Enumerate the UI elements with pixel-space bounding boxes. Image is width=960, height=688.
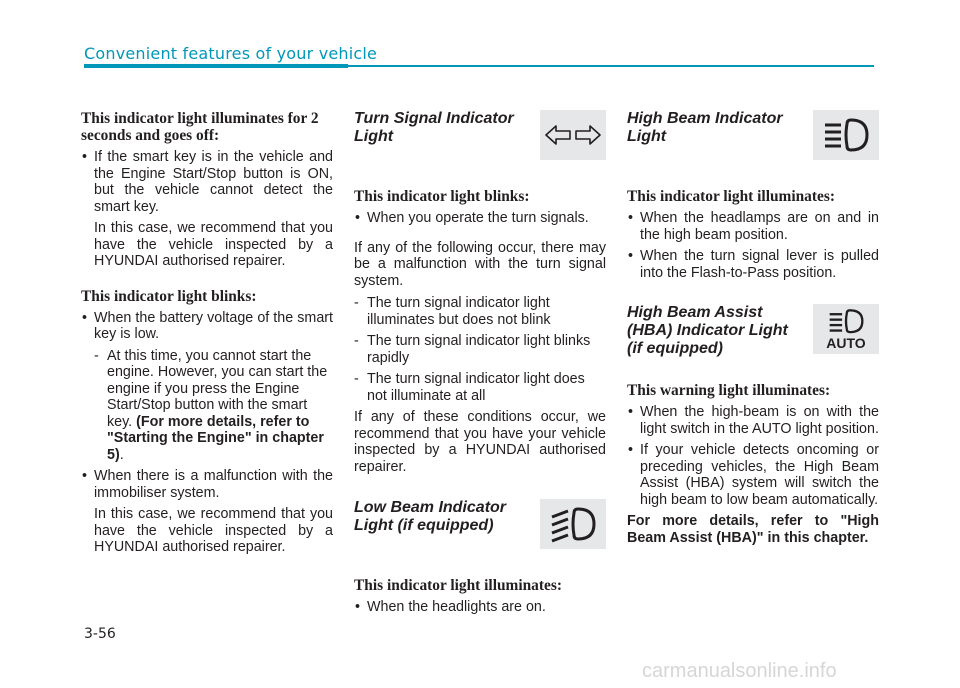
high-beam-icon-box [813, 110, 879, 160]
high-beam-section-head [627, 110, 879, 188]
page-number: 3-56 [84, 626, 116, 642]
turn-signal-icon-box [540, 110, 606, 160]
low-beam-heading: This indicator light illuminates: [354, 577, 562, 594]
dash-text: The turn signal indicator light blinks rapidly [367, 333, 591, 366]
bullet-smart-key-not-detected: • If the smart key is in the vehicle and the Engine Start/Stop button is ON, but the vehicle cannot detect the smart key. [81, 149, 333, 215]
bullet-auto-light: • When the high-beam is on with the light switch in the AUTO light position. [627, 404, 879, 437]
column-2 [354, 110, 606, 621]
low-beam-icon [548, 503, 598, 545]
header-rule-thin [348, 65, 874, 67]
bullet-operate-turn-signals: • When you operate the turn signals. [354, 210, 606, 227]
header-rule-thick [84, 64, 348, 68]
dash-item: - The turn signal indicator light does not illuminate at all [354, 371, 585, 404]
low-beam-icon-box [540, 499, 606, 549]
dash-item: - The turn signal indicator light illuminates but does not blink [354, 295, 551, 328]
bullet-headlights-on: • When the headlights are on. [354, 599, 606, 616]
high-beam-heading: This indicator light illuminates: [627, 188, 835, 205]
malfunction-intro: If any of the following occur, there may be a malfunction with the turn signal system. [354, 239, 606, 289]
heading-illuminates-2s: This indicator light illuminates for 2 seconds and goes off: [81, 110, 319, 144]
turn-signal-section-head [354, 110, 606, 188]
recommendation-text-3: If any of these conditions occur, we recommend that you have your vehicle inspected by a HYUNDAI authorised repairer. [354, 409, 606, 475]
bullet-flash-to-pass: • When the turn signal lever is pulled into the Flash-to-Pass position. [627, 248, 879, 281]
high-beam-title: High Beam Indicator Light [627, 110, 783, 145]
bullet-high-beam-position: • When the headlamps are on and in the high beam position. [627, 210, 879, 243]
turn-signal-arrows-icon [543, 122, 603, 148]
bullet-immobiliser-malfunction: • When there is a malfunction with the immobiliser system. [81, 468, 333, 501]
column-1 [81, 110, 333, 562]
low-beam-section-head [354, 499, 606, 577]
low-beam-title: Low Beam Indicator Light (if equipped) [354, 499, 507, 534]
dash-item: - The turn signal indicator light blinks rapidly [354, 333, 591, 366]
heading-blinks: This indicator light blinks: [81, 287, 257, 305]
hba-cross-reference: For more details, refer to "High Beam Assist (HBA)" in this chapter. [627, 513, 879, 546]
recommendation-text-2: In this case, we recommend that you have the vehicle inspected by a HYUNDAI authorised repairer. [94, 506, 333, 555]
watermark-text: carmanualsonline.info [642, 660, 837, 682]
dash-text: The turn signal indicator light does not illuminate at all [367, 371, 585, 404]
dash-text: At this time, you cannot start the engine. However, you can start the engine if you press the Engine Start/Stop button with the smart key. [107, 347, 328, 430]
hba-heading: This warning light illuminates: [627, 382, 831, 399]
dash-cannot-start: - At this time, you cannot start the engine. However, you can start the engine if you press the Engine Start/Stop button with the smart key. (For more details, refer to "Starting the Engine" in chapter 5). [94, 347, 328, 463]
bullet-battery-low: • When the battery voltage of the smart key is low. [81, 310, 333, 343]
turn-heading-blinks: This indicator light blinks: [354, 188, 530, 205]
bullet-oncoming-vehicles: • If your vehicle detects oncoming or preceding vehicles, the High Beam Assist (HBA) system will switch the high beam to low beam automatically. [627, 442, 879, 508]
hba-title: High Beam Assist (HBA) Indicator Light (if equipped) [627, 304, 788, 357]
hba-auto-label: AUTO [826, 335, 866, 351]
high-beam-assist-icon [826, 308, 866, 336]
section-title: Convenient features of your vehicle [84, 44, 378, 63]
cross-reference: (For more details, refer to "Starting the Engine" in chapter 5) [107, 413, 324, 463]
hba-icon-box [813, 304, 879, 354]
turn-signal-title: Turn Signal Indicator Light [354, 110, 514, 145]
recommendation-text: In this case, we recommend that you have the vehicle inspected by a HYUNDAI authorised repairer. [94, 220, 333, 269]
high-beam-icon [821, 115, 871, 155]
dash-text: The turn signal indicator light illuminates but does not blink [367, 295, 551, 328]
hba-section-head [627, 304, 879, 382]
column-3 [627, 110, 879, 552]
